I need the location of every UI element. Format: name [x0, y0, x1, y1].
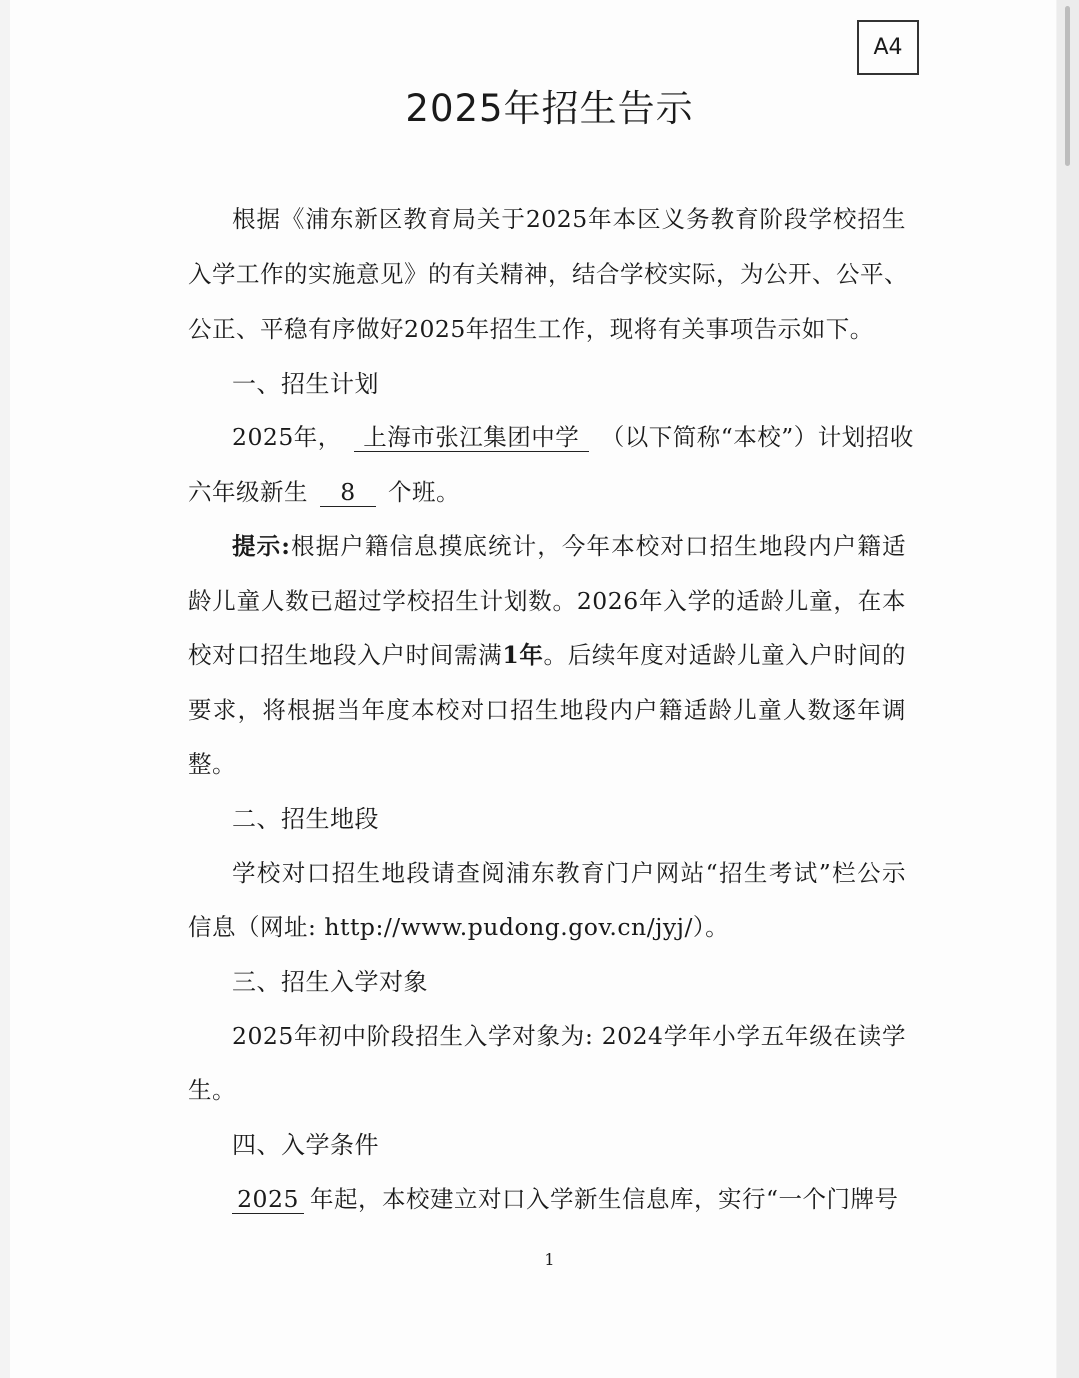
notice-line-4: 要求，将根据当年度本校对口招生地段内户籍适龄儿童人数逐年调 [188, 696, 906, 724]
section-2-heading: 二、招生地段 [232, 805, 379, 833]
notice-line-1 [232, 527, 906, 561]
intro-line-3: 公正、平稳有序做好2025年招生工作，现将有关事项告示如下。 [188, 315, 874, 343]
section-3-line-2: 生。 [188, 1076, 236, 1104]
intro-line-1: 根据《浦东新区教育局关于2025年本区义务教育阶段学校招生 [232, 205, 906, 233]
section-1-line-2 [188, 473, 460, 507]
section-4-line-1 [232, 1180, 899, 1214]
paper-size-tag: A4 [857, 20, 919, 75]
notice-line-2: 龄儿童人数已超过学校招生计划数。2026年入学的适龄儿童，在本 [188, 587, 906, 615]
notice-line-5: 整。 [188, 750, 236, 778]
document-page [10, 0, 1056, 1378]
page-title: 2025年招生告示 [405, 87, 694, 130]
section-4-heading: 四、入学条件 [232, 1131, 379, 1159]
notice-text-3a: 校对口招生地段入户时间需满 [188, 641, 503, 669]
section-3-line-1: 2025年初中阶段招生入学对象为: 2024学年小学五年级在读学 [232, 1022, 906, 1050]
section-4-text: 年起，本校建立对口入学新生信息库，实行“一个门牌号 [310, 1185, 899, 1213]
scrollbar-thumb[interactable] [1065, 6, 1070, 166]
notice-line-3 [188, 636, 906, 670]
section-2-line-1: 学校对口招生地段请查阅浦东教育门户网站“招生考试”栏公示 [232, 859, 906, 887]
plan-year-text: 2025年， [232, 423, 342, 451]
class-count-field: 8 [320, 479, 376, 507]
intro-line-2: 入学工作的实施意见》的有关精神，结合学校实际，为公开、公平、 [188, 260, 908, 288]
page-number: 1 [544, 1250, 555, 1269]
section-1-line-1 [232, 418, 914, 452]
residence-duration: 1年 [502, 641, 544, 669]
school-name-field: 上海市张江集团中学 [354, 424, 589, 452]
notice-text-1: 根据户籍信息摸底统计，今年本校对口招生地段内户籍适 [290, 532, 906, 560]
section-2-line-2: 信息（网址: http://www.pudong.gov.cn/jyj/）。 [188, 913, 730, 941]
grade-text: 六年级新生 [188, 478, 308, 506]
plan-suffix-text: （以下简称“本校”）计划招收 [600, 423, 914, 451]
start-year-field: 2025 [232, 1186, 304, 1214]
section-3-heading: 三、招生入学对象 [232, 968, 428, 996]
notice-text-3b: 。后续年度对适龄儿童入户时间的 [543, 641, 907, 669]
vertical-scrollbar[interactable] [1057, 0, 1079, 1378]
section-1-heading: 一、招生计划 [232, 370, 379, 398]
notice-label: 提示: [232, 532, 291, 560]
class-suffix-text: 个班。 [387, 478, 460, 506]
